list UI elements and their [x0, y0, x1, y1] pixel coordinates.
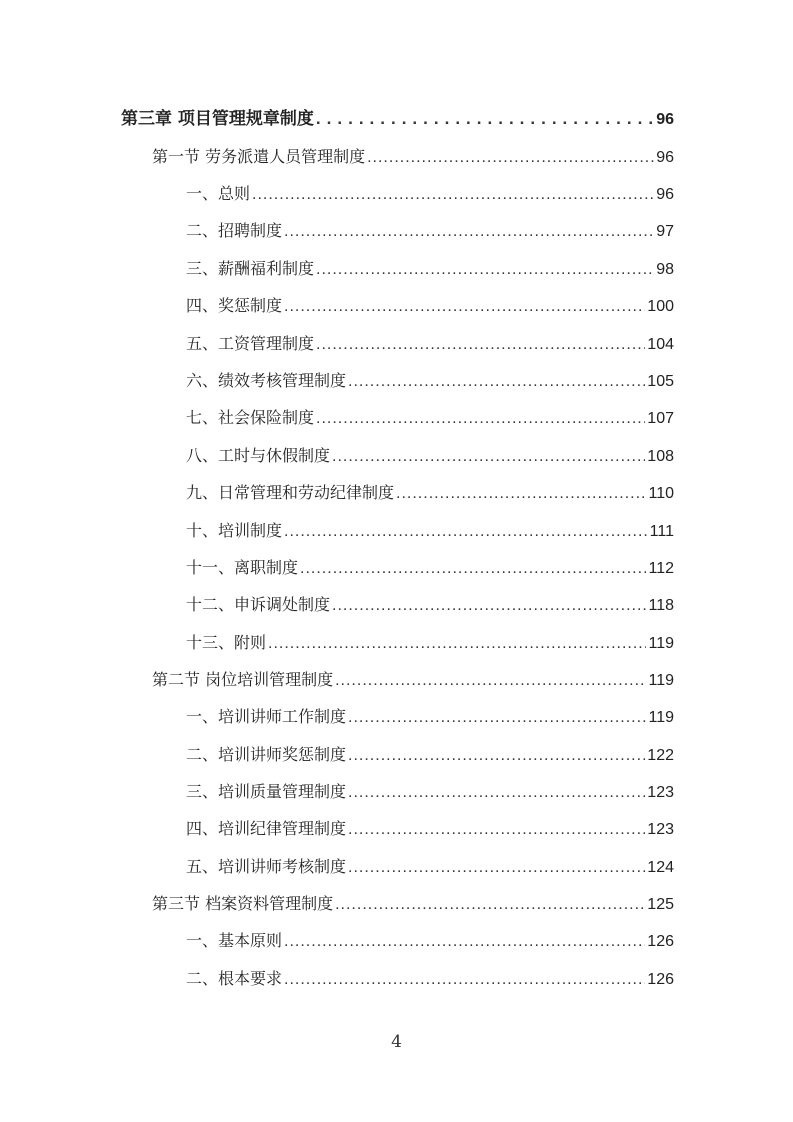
toc-entry[interactable] [186, 818, 674, 841]
dot-leader [348, 782, 645, 804]
dot-leader [348, 819, 645, 841]
toc-entry-page: 122 [647, 747, 674, 764]
toc-entry-label: 八、工时与休假制度 [186, 446, 331, 465]
toc-entry-label: 一、培训讲师工作制度 [186, 707, 347, 726]
dot-leader [332, 446, 645, 468]
toc-entry-page: 124 [647, 859, 674, 876]
toc-entry[interactable] [186, 258, 674, 281]
toc-entry-chapter[interactable] [121, 108, 674, 131]
dot-leader [335, 894, 645, 916]
toc-entry-page: 98 [656, 261, 674, 278]
dot-leader [284, 296, 645, 318]
toc-entry-label: 第一节 劳务派遣人员管理制度 [152, 147, 366, 166]
toc-entry-section[interactable] [152, 146, 674, 169]
toc-entry-page: 119 [648, 672, 674, 689]
toc-entry-section[interactable] [152, 893, 674, 916]
dot-leader [348, 707, 646, 729]
dot-leader [348, 745, 645, 767]
toc-entry-page: 123 [647, 784, 674, 801]
toc-entry-label: 二、招聘制度 [186, 221, 283, 240]
dot-leader [396, 483, 646, 505]
toc-entry-page: 112 [648, 560, 674, 577]
toc-entry-page: 125 [647, 896, 674, 913]
toc-entry[interactable] [186, 781, 674, 804]
dot-leader [300, 558, 646, 580]
toc-entry-label: 五、培训讲师考核制度 [186, 857, 347, 876]
toc-entry-page: 96 [656, 111, 674, 128]
dot-leader [284, 969, 645, 991]
toc-entry-label: 十一、离职制度 [186, 558, 299, 577]
toc-entry[interactable] [186, 557, 674, 580]
dot-leader [332, 595, 646, 617]
toc-entry-label: 三、薪酬福利制度 [186, 259, 315, 278]
dot-leader [367, 147, 654, 169]
toc-entry-page: 123 [647, 821, 674, 838]
toc-entry[interactable] [186, 744, 674, 767]
toc-entry[interactable] [186, 930, 674, 953]
toc-entry-label: 第二节 岗位培训管理制度 [152, 670, 334, 689]
toc-entry-page: 100 [647, 298, 674, 315]
toc-entry-page: 119 [648, 635, 674, 652]
dot-leader [268, 633, 646, 655]
toc-entry[interactable] [186, 407, 674, 430]
toc-entry-label: 九、日常管理和劳动纪律制度 [186, 483, 395, 502]
toc-entry-label: 三、培训质量管理制度 [186, 782, 347, 801]
toc-entry-label: 二、培训讲师奖惩制度 [186, 745, 347, 764]
dot-leader [348, 857, 645, 879]
toc-entry[interactable] [186, 220, 674, 243]
toc-entry-label: 一、总则 [186, 184, 251, 203]
toc-entry[interactable] [186, 632, 674, 655]
dot-leader [252, 184, 654, 206]
toc-entry-page: 104 [647, 336, 674, 353]
toc-entry[interactable] [186, 295, 674, 318]
toc-entry[interactable] [186, 968, 674, 991]
toc-entry-page: 107 [647, 410, 674, 427]
toc-entry[interactable] [186, 445, 674, 468]
dot-leader [284, 521, 648, 543]
toc-entry[interactable] [186, 183, 674, 206]
toc-entry-label: 第三节 档案资料管理制度 [152, 894, 334, 913]
dot-leader [316, 259, 654, 281]
toc-entry-label: 五、工资管理制度 [186, 334, 315, 353]
page-number: 4 [391, 1032, 402, 1052]
toc-entry[interactable] [186, 370, 674, 393]
toc-entry[interactable] [186, 520, 674, 543]
toc-entry-label: 十二、申诉调处制度 [186, 595, 331, 614]
dot-leader [284, 931, 645, 953]
toc-entry-page: 110 [648, 485, 674, 502]
toc-entry[interactable] [186, 706, 674, 729]
toc-entry-label: 四、培训纪律管理制度 [186, 819, 347, 838]
toc-entry-page: 97 [656, 223, 674, 240]
toc-entry-label: 四、奖惩制度 [186, 296, 283, 315]
toc-entry-label: 十、培训制度 [186, 521, 283, 540]
toc-entry-label: 六、绩效考核管理制度 [186, 371, 347, 390]
dot-leader [316, 408, 645, 430]
dot-leader [316, 108, 654, 130]
toc-entry[interactable] [186, 856, 674, 879]
toc-entry[interactable] [186, 482, 674, 505]
toc-entry-page: 118 [648, 597, 674, 614]
toc-entry-page: 126 [647, 933, 674, 950]
toc-entry-label: 一、基本原则 [186, 931, 283, 950]
toc-entry[interactable] [186, 594, 674, 617]
toc-entry-page: 96 [656, 149, 674, 166]
dot-leader [284, 221, 654, 243]
toc-entry-page: 96 [656, 186, 674, 203]
dot-leader [348, 371, 645, 393]
toc-entry-label: 二、根本要求 [186, 969, 283, 988]
toc-entry-label: 第三章 项目管理规章制度 [121, 109, 314, 129]
toc-entry-page: 119 [648, 709, 674, 726]
toc-entry-label: 十三、附则 [186, 633, 267, 652]
toc-entry-page: 105 [647, 373, 674, 390]
toc-entry-page: 126 [647, 971, 674, 988]
toc-entry-section[interactable] [152, 669, 674, 692]
toc-entry[interactable] [186, 333, 674, 356]
dot-leader [335, 670, 646, 692]
dot-leader [316, 334, 645, 356]
toc-entry-page: 111 [649, 523, 674, 540]
toc-entry-page: 108 [647, 448, 674, 465]
toc-entry-label: 七、社会保险制度 [186, 408, 315, 427]
